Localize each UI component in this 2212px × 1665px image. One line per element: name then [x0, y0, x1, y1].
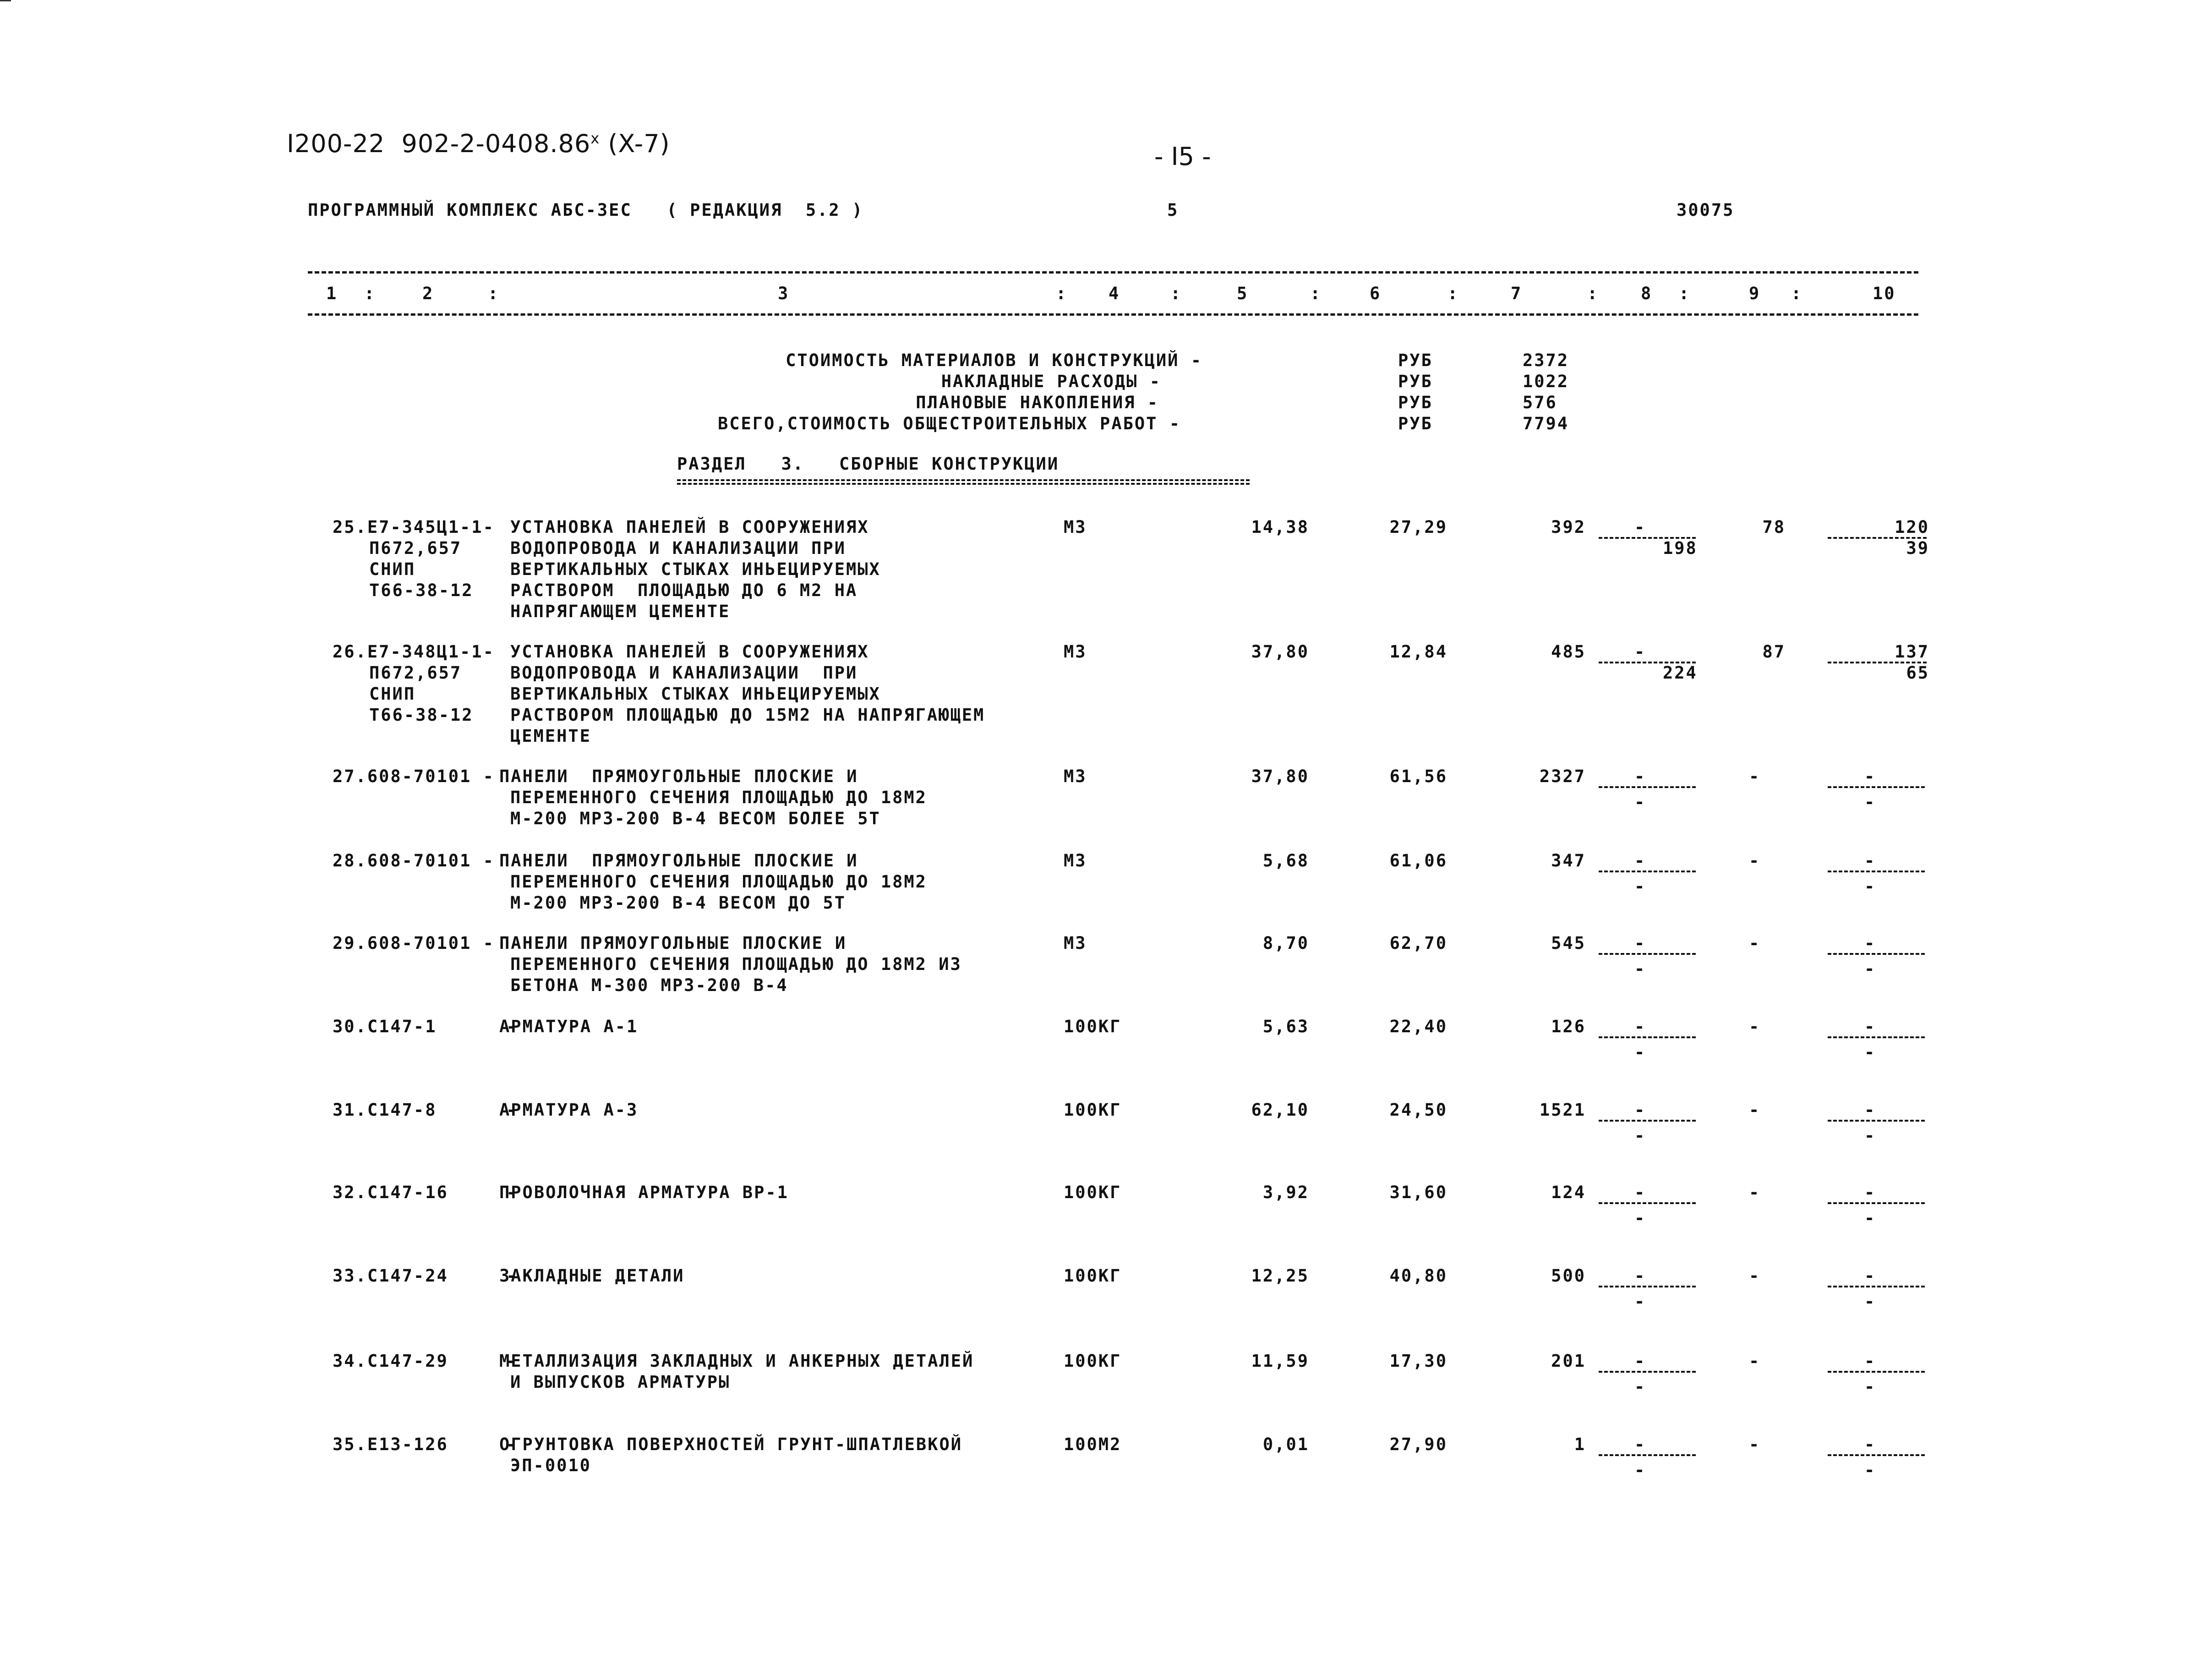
row-description: ПАНЕЛИ ПРЯМОУГОЛЬНЫЕ ПЛОСКИЕ И: [499, 767, 858, 786]
column-separator: :: [364, 284, 376, 303]
row-total: 1: [1574, 1435, 1586, 1454]
column-separator: :: [1447, 284, 1459, 303]
row-col9: -: [1749, 1183, 1761, 1202]
row-code: 28.608-70101 -: [333, 851, 495, 871]
row-col8-top: -: [1634, 933, 1646, 953]
row-price: 31,60: [1389, 1183, 1447, 1202]
row-col10-top: -: [1864, 1100, 1876, 1120]
row-col10-rule: [1828, 871, 1925, 872]
row-code: П672,657: [369, 538, 462, 558]
column-header-9: 9: [1749, 284, 1761, 303]
row-quantity: 14,38: [1251, 517, 1309, 537]
row-unit: М3: [1064, 851, 1087, 871]
row-col8-bottom: -: [1634, 1042, 1646, 1062]
row-col10-bottom: -: [1864, 1292, 1876, 1311]
row-description: АРМАТУРА А-3: [499, 1100, 639, 1120]
row-code: 31.С147-8 -: [333, 1100, 518, 1120]
row-quantity: 3,92: [1262, 1183, 1309, 1202]
row-quantity: 12,25: [1251, 1266, 1309, 1286]
row-quantity: 37,80: [1251, 642, 1309, 662]
summary-unit: РУБ: [1398, 372, 1433, 391]
row-description: ПРОВОЛОЧНАЯ АРМАТУРА ВР-1: [499, 1183, 789, 1202]
row-description: М-200 МРЗ-200 В-4 ВЕСОМ БОЛЕЕ 5Т: [510, 809, 881, 828]
row-description: М-200 МРЗ-200 В-4 ВЕСОМ ДО 5Т: [510, 893, 847, 913]
summary-value: 1022: [1523, 372, 1569, 391]
row-col10-rule: [1828, 1286, 1925, 1287]
row-col10-top: -: [1864, 1183, 1876, 1202]
row-price: 24,50: [1389, 1100, 1447, 1120]
row-description: ВОДОПРОВОДА И КАНАЛИЗАЦИИ ПРИ: [510, 663, 858, 683]
row-col8-bottom: -: [1634, 1377, 1646, 1397]
row-price: 61,06: [1389, 851, 1447, 871]
row-col9: -: [1749, 1017, 1761, 1036]
row-col10-bottom: -: [1864, 792, 1876, 812]
column-header-6: 6: [1370, 284, 1382, 303]
row-total: 126: [1551, 1017, 1586, 1036]
row-unit: 100КГ: [1064, 1017, 1122, 1036]
column-header-4: 4: [1109, 284, 1120, 303]
doc-ref-main: I200-22 902-2-0408.86: [287, 129, 591, 158]
column-header-8: 8: [1641, 284, 1653, 303]
row-quantity: 37,80: [1251, 767, 1309, 786]
row-description: НАПРЯГАЮЩЕМ ЦЕМЕНТЕ: [510, 602, 731, 621]
row-total: 500: [1551, 1266, 1586, 1286]
doc-ref-superscript: x: [590, 130, 600, 147]
row-description: ПЕРЕМЕННОГО СЕЧЕНИЯ ПЛОЩАДЬЮ ДО 18М2 ИЗ: [510, 954, 962, 974]
row-col10-top: -: [1864, 1435, 1876, 1454]
row-quantity: 62,10: [1251, 1100, 1309, 1120]
row-col10-bottom: -: [1864, 1460, 1876, 1480]
row-col8-rule: [1599, 871, 1696, 872]
column-separator: :: [488, 284, 500, 303]
row-code: Т66-38-12: [369, 581, 474, 600]
row-col8-top: -: [1634, 767, 1646, 786]
row-col8-top: -: [1634, 1100, 1646, 1120]
summary-label: СТОИМОСТЬ МАТЕРИАЛОВ И КОНСТРУКЦИЙ -: [786, 351, 1202, 370]
row-col8-rule: [1599, 1120, 1696, 1122]
row-unit: М3: [1064, 517, 1087, 537]
summary-label: ПЛАНОВЫЕ НАКОПЛЕНИЯ -: [916, 393, 1159, 412]
doc-ref-suffix: (X-7): [600, 129, 670, 158]
row-col10-top: -: [1864, 1351, 1876, 1371]
row-unit: М3: [1064, 642, 1087, 662]
row-description: УСТАНОВКА ПАНЕЛЕЙ В СООРУЖЕНИЯХ: [510, 642, 869, 662]
row-description: ВЕРТИКАЛЬНЫХ СТЫКАХ ИНЬЕЦИРУЕМЫХ: [510, 559, 881, 579]
row-code: П672,657: [369, 663, 462, 683]
row-description: ПЕРЕМЕННОГО СЕЧЕНИЯ ПЛОЩАДЬЮ ДО 18М2: [510, 872, 927, 892]
row-description: ПЕРЕМЕННОГО СЕЧЕНИЯ ПЛОЩАДЬЮ ДО 18М2: [510, 788, 927, 807]
row-col8-top: -: [1634, 642, 1646, 662]
row-col10-top: -: [1864, 933, 1876, 953]
row-total: 545: [1551, 933, 1586, 953]
row-col10-bottom: 39: [1906, 538, 1929, 558]
row-col8-rule: [1599, 1036, 1696, 1038]
row-price: 17,30: [1389, 1351, 1447, 1371]
row-code: 33.С147-24 -: [333, 1266, 518, 1286]
row-col10-top: 120: [1895, 517, 1929, 537]
section-underline-1: [677, 479, 1250, 481]
column-separator: :: [1791, 284, 1803, 303]
row-code: 30.С147-1 -: [333, 1017, 518, 1036]
row-description: РАСТВОРОМ ПЛОЩАДЬЮ ДО 6 М2 НА: [510, 581, 858, 600]
row-col8-bottom: 224: [1663, 663, 1698, 683]
row-unit: 100КГ: [1064, 1183, 1122, 1202]
row-col8-bottom: -: [1634, 959, 1646, 979]
row-quantity: 8,70: [1262, 933, 1309, 953]
row-col8-rule: [1599, 786, 1696, 788]
row-col8-bottom: 198: [1663, 538, 1698, 558]
summary-unit: РУБ: [1398, 414, 1433, 433]
row-col10-rule: [1828, 786, 1925, 788]
row-col8-top: -: [1634, 517, 1646, 537]
row-description: ЭП-0010: [510, 1456, 591, 1475]
row-col10-bottom: -: [1864, 876, 1876, 896]
row-unit: М3: [1064, 767, 1087, 786]
section-title: РАЗДЕЛ 3. СБОРНЫЕ КОНСТРУКЦИИ: [677, 454, 1060, 474]
row-col9: -: [1749, 767, 1761, 786]
row-col9: -: [1749, 1435, 1761, 1454]
row-code: 34.С147-29 -: [333, 1351, 518, 1371]
row-col8-bottom: -: [1634, 876, 1646, 896]
row-description: ЗАКЛАДНЫЕ ДЕТАЛИ: [499, 1266, 685, 1286]
column-separator: :: [1587, 284, 1599, 303]
row-total: 124: [1551, 1183, 1586, 1202]
row-price: 12,84: [1389, 642, 1447, 662]
summary-value: 2372: [1523, 351, 1569, 370]
summary-unit: РУБ: [1398, 351, 1433, 370]
row-total: 392: [1551, 517, 1586, 537]
row-code: 26.Е7-348Ц1-1-: [333, 642, 495, 662]
row-code: Т66-38-12: [369, 705, 474, 725]
document-reference: [287, 129, 670, 158]
row-col10-rule: [1828, 1036, 1925, 1038]
row-total: 347: [1551, 851, 1586, 871]
row-total: 201: [1551, 1351, 1586, 1371]
row-col10-bottom: -: [1864, 959, 1876, 979]
row-col8-top: -: [1634, 1183, 1646, 1202]
row-code: СНИП: [369, 684, 416, 704]
row-col10-top: 137: [1895, 642, 1929, 662]
row-col9: 78: [1762, 517, 1786, 537]
page-number: - I5 -: [1154, 142, 1211, 171]
column-separator: :: [1170, 284, 1182, 303]
row-col8-bottom: -: [1634, 792, 1646, 812]
row-unit: М3: [1064, 933, 1087, 953]
row-col8-bottom: -: [1634, 1460, 1646, 1480]
row-col9: -: [1749, 1100, 1761, 1120]
row-unit: 100КГ: [1064, 1266, 1122, 1286]
row-price: 27,29: [1389, 517, 1447, 537]
row-col10-bottom: -: [1864, 1042, 1876, 1062]
row-price: 61,56: [1389, 767, 1447, 786]
column-header-5: 5: [1237, 284, 1249, 303]
row-col10-rule: [1828, 1120, 1925, 1122]
header-top-rule: [308, 271, 1918, 274]
row-col9: -: [1749, 851, 1761, 871]
row-total: 2327: [1539, 767, 1586, 786]
row-description: И ВЫПУСКОВ АРМАТУРЫ: [510, 1372, 731, 1392]
column-header-10: 10: [1873, 284, 1896, 303]
row-col9: -: [1749, 1266, 1761, 1286]
summary-unit: РУБ: [1398, 393, 1433, 412]
column-header-1: 1: [326, 284, 338, 303]
row-col10-rule: [1828, 1371, 1925, 1373]
row-col8-top: -: [1634, 1266, 1646, 1286]
row-code: 25.Е7-345Ц1-1-: [333, 517, 495, 537]
row-col10-rule: [1828, 953, 1925, 955]
row-description: ВЕРТИКАЛЬНЫХ СТЫКАХ ИНЬЕЦИРУЕМЫХ: [510, 684, 881, 704]
row-code: 29.608-70101 -: [333, 933, 495, 953]
row-col10-top: -: [1864, 851, 1876, 871]
row-col9: 87: [1762, 642, 1786, 662]
row-code: СНИП: [369, 559, 416, 579]
row-quantity: 11,59: [1251, 1351, 1309, 1371]
row-col8-rule: [1599, 1454, 1696, 1456]
column-header-2: 2: [422, 284, 434, 303]
row-code: 27.608-70101 -: [333, 767, 495, 786]
row-col10-rule: [1828, 1202, 1925, 1204]
column-separator: :: [1679, 284, 1691, 303]
row-description: ОГРУНТОВКА ПОВЕРХНОСТЕЙ ГРУНТ-ШПАТЛЕВКОЙ: [499, 1435, 963, 1454]
row-price: 22,40: [1389, 1017, 1447, 1036]
row-col8-bottom: -: [1634, 1208, 1646, 1228]
row-price: 62,70: [1389, 933, 1447, 953]
row-col10-bottom: -: [1864, 1208, 1876, 1228]
row-col9: -: [1749, 933, 1761, 953]
row-col10-top: -: [1864, 1017, 1876, 1036]
row-col8-top: -: [1634, 1017, 1646, 1036]
section-underline-2: [677, 483, 1250, 485]
column-separator: :: [1056, 284, 1068, 303]
summary-label: НАКЛАДНЫЕ РАСХОДЫ -: [941, 372, 1161, 391]
row-code: 35.Е13-126 -: [333, 1435, 518, 1454]
summary-value: 576: [1523, 393, 1557, 412]
row-col8-bottom: -: [1634, 1292, 1646, 1311]
document-code: 30075: [1677, 200, 1735, 220]
row-description: УСТАНОВКА ПАНЕЛЕЙ В СООРУЖЕНИЯХ: [510, 517, 869, 537]
row-total: 485: [1551, 642, 1586, 662]
scan-corner-mark: [0, 0, 11, 1]
row-col8-top: -: [1634, 1435, 1646, 1454]
row-col10-top: -: [1864, 1266, 1876, 1286]
row-total: 1521: [1539, 1100, 1586, 1120]
row-description: ЦЕМЕНТЕ: [510, 726, 591, 746]
row-description: ПАНЕЛИ ПРЯМОУГОЛЬНЫЕ ПЛОСКИЕ И: [499, 851, 858, 871]
row-unit: 100М2: [1064, 1435, 1122, 1454]
row-col8-bottom: -: [1634, 1126, 1646, 1145]
row-col8-rule: [1599, 1202, 1696, 1204]
row-price: 27,90: [1389, 1435, 1447, 1454]
row-unit: 100КГ: [1064, 1351, 1122, 1371]
program-title: ПРОГРАММНЫЙ КОМПЛЕКС АБС-ЗЕС ( РЕДАКЦИЯ 5.2 ): [308, 200, 864, 220]
row-col8-top: -: [1634, 851, 1646, 871]
row-description: БЕТОНА М-300 МРЗ-200 В-4: [510, 975, 788, 995]
summary-label: ВСЕГО,СТОИМОСТЬ ОБЩЕСТРОИТЕЛЬНЫХ РАБОТ -: [717, 414, 1181, 433]
row-col8-rule: [1599, 953, 1696, 955]
row-col8-rule: [1599, 1286, 1696, 1287]
header-bottom-rule: [308, 313, 1918, 316]
row-quantity: 5,63: [1262, 1017, 1309, 1036]
column-header-7: 7: [1511, 284, 1523, 303]
row-col8-rule: [1599, 1371, 1696, 1373]
row-price: 40,80: [1389, 1266, 1447, 1286]
column-separator: :: [1310, 284, 1322, 303]
row-col10-bottom: 65: [1906, 663, 1929, 683]
row-description: РАСТВОРОМ ПЛОЩАДЬЮ ДО 15М2 НА НАПРЯГАЮЩЕМ: [510, 705, 985, 725]
row-col10-bottom: -: [1864, 1377, 1876, 1397]
row-description: ВОДОПРОВОДА И КАНАЛИЗАЦИИ ПРИ: [510, 538, 847, 558]
row-col10-rule: [1828, 1454, 1925, 1456]
row-col10-top: -: [1864, 767, 1876, 786]
row-description: АРМАТУРА А-1: [499, 1017, 639, 1036]
column-header-3: 3: [778, 284, 790, 303]
sheet-number: 5: [1167, 200, 1179, 220]
row-quantity: 5,68: [1262, 851, 1309, 871]
row-col8-top: -: [1634, 1351, 1646, 1371]
row-quantity: 0,01: [1262, 1435, 1309, 1454]
row-unit: 100КГ: [1064, 1100, 1122, 1120]
row-description: ПАНЕЛИ ПРЯМОУГОЛЬНЫЕ ПЛОСКИЕ И: [499, 933, 847, 953]
row-col9: -: [1749, 1351, 1761, 1371]
row-code: 32.С147-16 -: [333, 1183, 518, 1202]
row-description: МЕТАЛЛИЗАЦИЯ ЗАКЛАДНЫХ И АНКЕРНЫХ ДЕТАЛЕЙ: [499, 1351, 974, 1371]
row-col10-bottom: -: [1864, 1126, 1876, 1145]
summary-value: 7794: [1523, 414, 1569, 433]
